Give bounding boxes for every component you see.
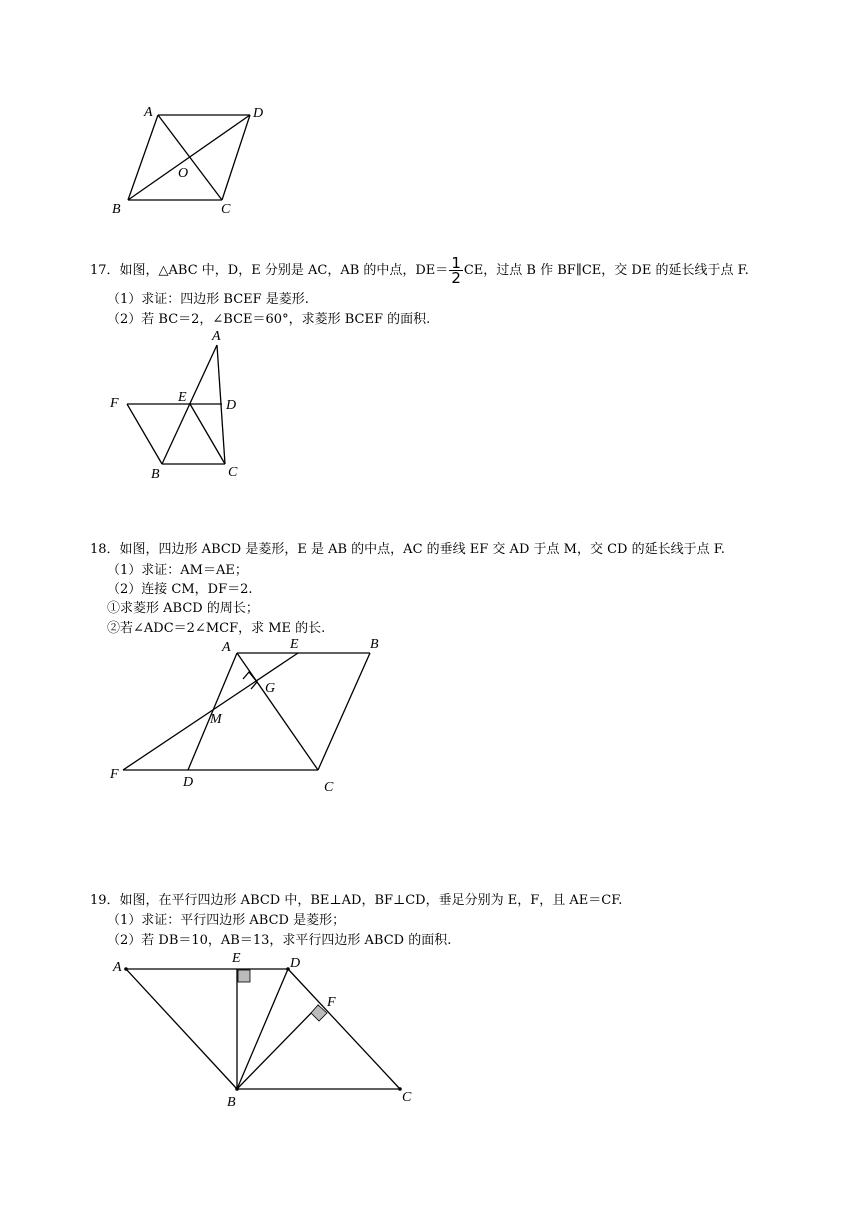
label-F: F (110, 396, 119, 411)
q18-stem: 18．如图，四边形 ABCD 是菱形，E 是 AB 的中点，AC 的垂线 EF 交 AD 于点 M，交 CD 的延长线于点 F. (90, 542, 725, 557)
label-B: B (151, 467, 160, 482)
label-E: E (178, 390, 187, 405)
label-A: A (113, 960, 122, 975)
label-D: D (290, 956, 301, 971)
fraction-one-half (449, 256, 463, 285)
fraction-numerator: 1 (451, 254, 461, 272)
q17-stem-b: CE，过点 B 作 BF∥CE，交 DE 的延长线于点 F. (463, 263, 749, 278)
label-C: C (324, 780, 334, 795)
q17-part-1: （1）求证：四边形 BCEF 是菱形. (107, 292, 309, 307)
q18-part-2-sub-2: ②若∠ADC＝2∠MCF，求 ME 的长. (107, 621, 326, 636)
figure-q17-lines (127, 345, 225, 464)
q18-part-2: （2）连接 CM，DF＝2. (107, 582, 253, 597)
q17-stem-a: 17．如图，△ABC 中，D，E 分别是 AC，AB 的中点，DE＝ (90, 263, 449, 278)
q19-part-2: （2）若 DB＝10，AB＝13，求平行四边形 ABCD 的面积. (107, 933, 452, 948)
label-C: C (402, 1090, 412, 1105)
label-G: G (265, 681, 276, 696)
figure-q18-lines (123, 653, 370, 770)
label-C: C (221, 202, 231, 217)
label-B: B (370, 637, 379, 652)
label-A: A (212, 329, 221, 344)
fraction-denominator: 2 (451, 269, 461, 287)
label-B: B (112, 202, 121, 217)
q19-stem: 19．如图，在平行四边形 ABCD 中，BE⊥AD，BF⊥CD，垂足分别为 E，F，且 AE＝CF. (90, 893, 623, 908)
figure-q19-lines (124, 967, 402, 1091)
q18-part-2-sub-1: ①求菱形 ABCD 的周长； (107, 601, 259, 616)
q17-stem (90, 256, 749, 285)
label-D: D (253, 106, 264, 121)
label-D: D (183, 775, 194, 790)
label-E: E (290, 637, 299, 652)
q19-part-1: （1）求证：平行四边形 ABCD 是菱形； (107, 913, 346, 928)
label-O: O (178, 166, 189, 181)
label-M: M (210, 712, 222, 727)
label-C: C (228, 465, 238, 480)
q17-part-2: （2）若 BC＝2，∠BCE＝60°，求菱形 BCEF 的面积. (107, 312, 431, 327)
label-A: A (144, 105, 153, 120)
label-B: B (227, 1095, 236, 1110)
label-D: D (226, 398, 237, 413)
label-F: F (110, 767, 119, 782)
label-F: F (327, 995, 336, 1010)
label-E: E (232, 951, 241, 966)
q18-part-1: （1）求证：AM＝AE； (107, 563, 248, 578)
label-A: A (222, 640, 231, 655)
figure-q16-lines (128, 115, 250, 200)
